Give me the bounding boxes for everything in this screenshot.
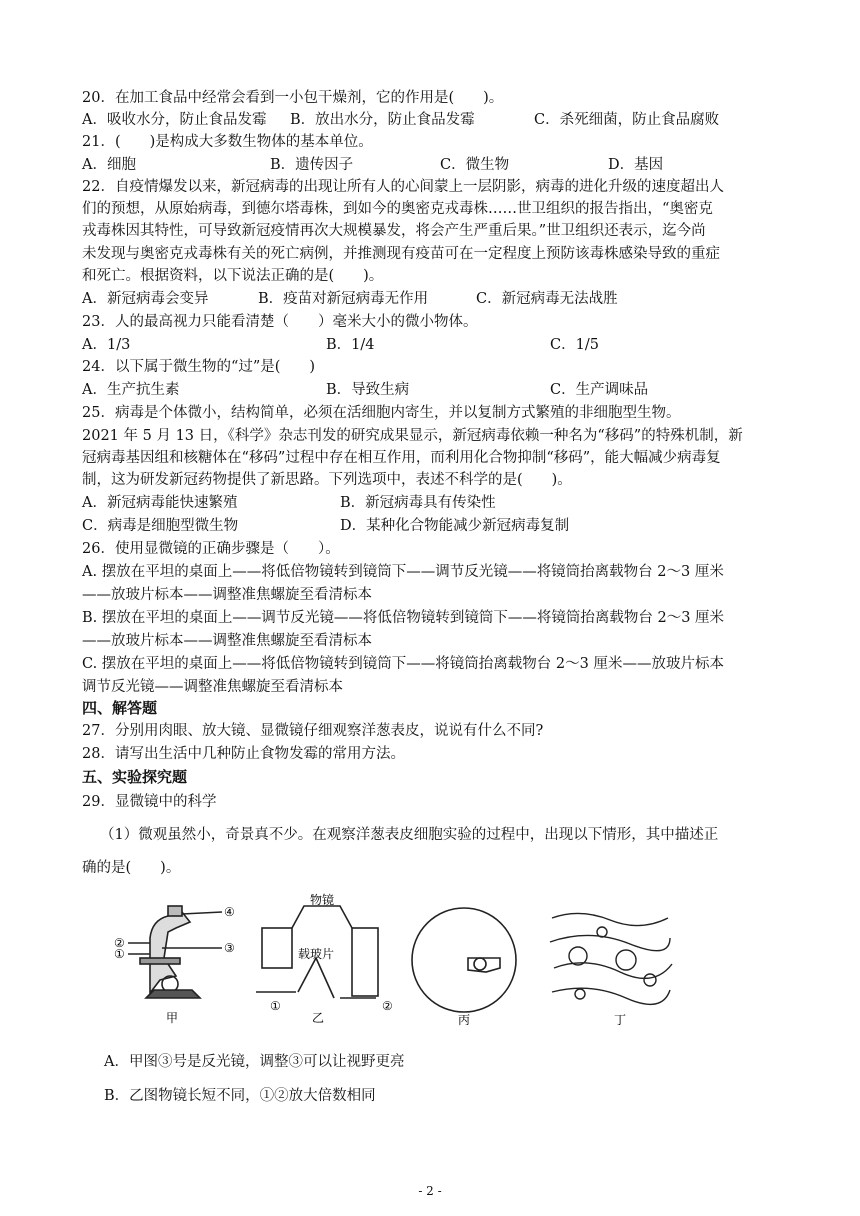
question-23-option-c: C．1/5 (550, 337, 599, 353)
question-26-option-line: C. 摆放在平坦的桌面上——将低倍物镜转到镜筒下——将镜筒抬离载物台 2～3 厘米——放玻片标本 (82, 656, 724, 672)
question-22-option-c: C．新冠病毒无法战胜 (476, 291, 618, 307)
section-heading: 五、实验探究题 (82, 768, 188, 786)
question-21-option-d: D．基因 (608, 157, 664, 173)
question-21-stem: 21．( )是构成大多数生物体的基本单位。 (82, 134, 373, 150)
figure-label-circled-2: ② (382, 999, 393, 1013)
figure-label-circled-1: ① (270, 999, 281, 1013)
question-25-option-c: C．病毒是细胞型微生物 (82, 518, 239, 534)
question-22-line: 戎毒株因其特性，可导致新冠疫情再次大规模暴发，将会产生严重后果。”世卫组织还表示，迄今尚 (82, 223, 706, 239)
question-25-line: 2021 年 5 月 13 日，《科学》杂志刊发的研究成果显示，新冠病毒依赖一种名为“移码”的特殊机制，新 (82, 428, 743, 444)
figure-panel-label-bing: 丙 (458, 1013, 471, 1027)
question-28: 28．请写出生活中几种防止食物发霉的常用方法。 (82, 746, 405, 762)
question-24-option-c: C．生产调味品 (550, 382, 649, 398)
question-22-option-a: A．新冠病毒会变异 (82, 291, 209, 307)
figure-label-circled-1: ① (114, 947, 125, 961)
question-26-option-line: ——放玻片标本——调整准焦螺旋至看清标本 (82, 587, 372, 603)
question-22-line: 和死亡。根据资料，以下说法正确的是( )。 (82, 268, 384, 284)
question-20-stem: 20．在加工食品中经常会看到一小包干燥剂，它的作用是( )。 (82, 90, 504, 106)
question-24-stem: 24．以下属于微生物的“过”是( ) (82, 359, 316, 375)
figure-label-objective: 物镜 (310, 893, 335, 907)
question-25-option-b: B．新冠病毒具有传染性 (340, 495, 496, 511)
question-22-option-b: B．疫苗对新冠病毒无作用 (258, 291, 429, 307)
question-22-line: 22．自疫情爆发以来，新冠病毒的出现让所有人的心间蒙上一层阴影，病毒的进化升级的速度超出人 (82, 179, 724, 195)
question-29-option-b: B．乙图物镜长短不同，①②放大倍数相同 (104, 1088, 376, 1104)
figure-label-circled-2: ② (114, 936, 125, 950)
page-number: - 2 - (418, 1184, 442, 1198)
question-25-line: 制，这为研发新冠药物提供了新思路。下列选项中，表述不科学的是( )。 (82, 472, 572, 488)
figure-label-slide: 载玻片 (298, 947, 335, 961)
question-23-option-b: B．1/4 (326, 337, 375, 353)
cell-view-drawing (550, 913, 672, 1004)
question-29: 29．显微镜中的科学 (82, 794, 217, 810)
question-26-option-line: 调节反光镜——调整准焦螺旋至看清标本 (82, 679, 343, 695)
question-25-line: 25．病毒是个体微小，结构简单，必须在活细胞内寄生，并以复制方式繁殖的非细胞型生物。 (82, 405, 681, 421)
question-23-option-a: A．1/3 (82, 337, 131, 353)
question-21-option-b: B．遗传因子 (270, 157, 354, 173)
question-20-option-b: B．放出水分，防止食品发霉 (290, 112, 475, 128)
question-20-option-a: A．吸收水分，防止食品发霉 (82, 112, 267, 128)
question-26-option-line: ——放玻片标本——调整准焦螺旋至看清标本 (82, 633, 372, 649)
question-22-line: 们的预想，从原始病毒，到德尔塔毒株，到如今的奥密克戎毒株……世卫组织的报告指出，“奥密克 (82, 201, 713, 217)
figure-panel-label-ding: 丁 (614, 1013, 627, 1027)
question-27: 27．分别用肉眼、放大镜、显微镜仔细观察洋葱表皮，说说有什么不同? (82, 723, 544, 739)
question-21-option-c: C．微生物 (440, 157, 510, 173)
question-21-option-a: A．细胞 (82, 157, 136, 173)
question-26-option-line: A. 摆放在平坦的桌面上——将低倍物镜转到镜筒下——调节反光镜——将镜筒抬离载物台 2～3 厘米 (82, 564, 724, 580)
question-20-option-c: C．杀死细菌，防止食品腐败 (534, 112, 720, 128)
question-24-option-b: B．导致生病 (326, 382, 410, 398)
question-29-1-line: （1）微观虽然小，奇景真不少。在观察洋葱表皮细胞实验的过程中，出现以下情形，其中描述正 (100, 827, 719, 843)
field-of-view-drawing (412, 908, 516, 1012)
question-29-option-a: A．甲图③号是反光镜，调整③可以让视野更亮 (104, 1054, 405, 1070)
question-23-stem: 23．人的最高视力只能看清楚（ ）毫米大小的微小物体。 (82, 314, 478, 330)
figure-label-circled-4: ④ (224, 905, 235, 919)
question-26-option-line: B. 摆放在平坦的桌面上——调节反光镜——将低倍物镜转到镜筒下——将镜筒抬离载物台 2～3 厘米 (82, 610, 725, 626)
microscope-drawing (128, 906, 222, 998)
figure-panel-label-yi: 乙 (312, 1011, 325, 1025)
microscope-figure (114, 893, 680, 1028)
figure-panel-label-jia: 甲 (166, 1011, 179, 1025)
question-25-option-d: D．某种化合物能减少新冠病毒复制 (340, 518, 570, 534)
question-22-line: 未发现与奥密克戎毒株有关的死亡病例，并推测现有疫苗可在一定程度上预防该毒株感染导致的重症 (82, 246, 720, 262)
question-25-line: 冠病毒基因组和核糖体在“移码”过程中存在相互作用，而利用化合物抑制“移码”，能大幅减少病毒复 (82, 450, 721, 466)
figure-label-circled-3: ③ (224, 941, 235, 955)
question-24-option-a: A．生产抗生素 (82, 382, 180, 398)
section-heading: 四、解答题 (82, 699, 158, 717)
question-26-stem: 26．使用显微镜的正确步骤是（ ）。 (82, 541, 340, 557)
question-25-option-a: A．新冠病毒能快速繁殖 (82, 495, 238, 511)
question-29-1-line: 确的是( )。 (82, 860, 181, 876)
